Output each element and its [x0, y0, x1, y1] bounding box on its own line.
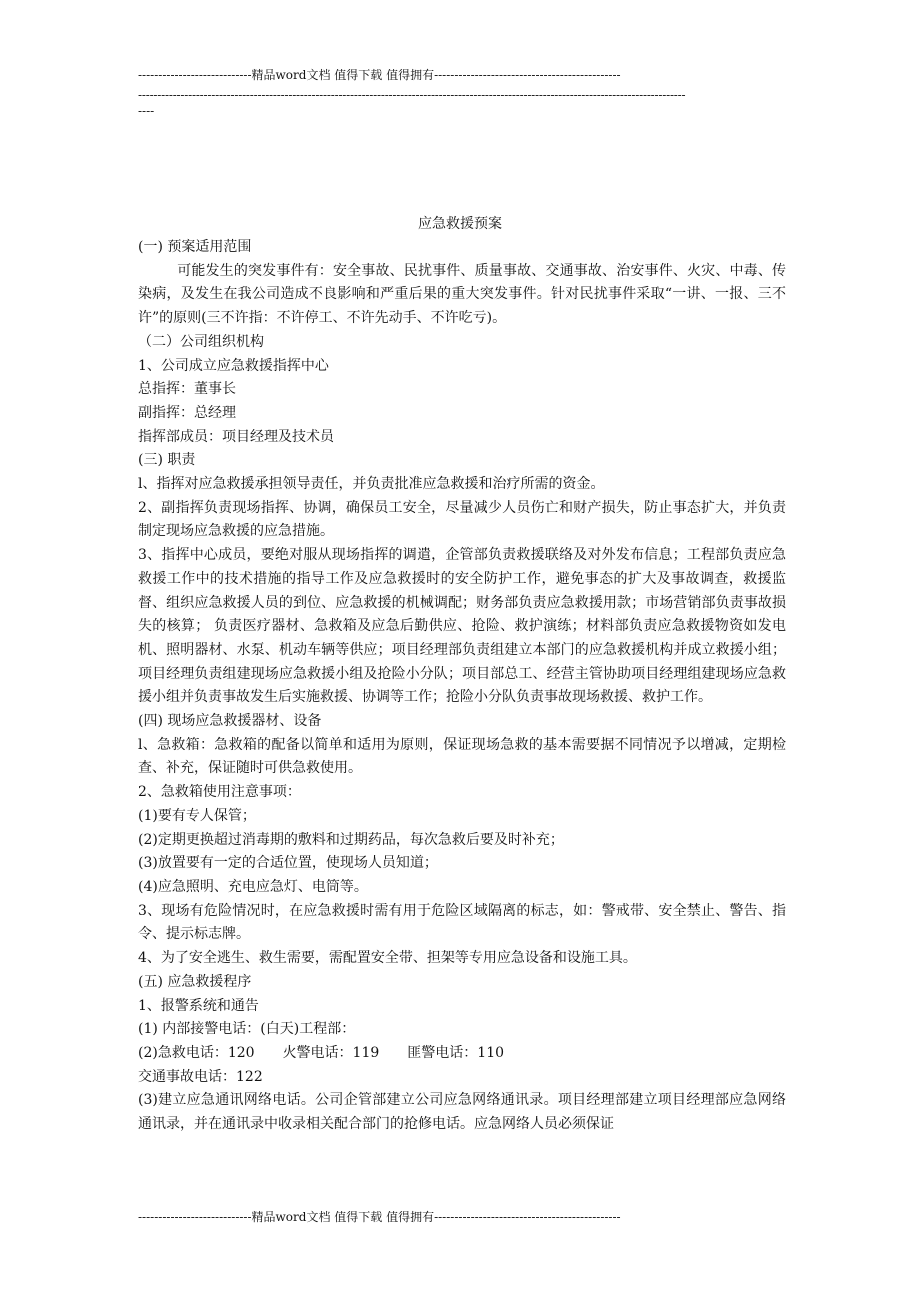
- section-heading-2: （二）公司组织机构: [138, 333, 264, 350]
- list-item: 副指挥：总经理: [138, 404, 236, 421]
- list-item: (3)放置要有一定的合适位置，使现场人员知道；: [138, 855, 438, 872]
- list-item: 1、公司成立应急救援指挥中心: [138, 357, 329, 374]
- section-heading-3: (三) 职责: [138, 452, 196, 469]
- ambulance-phone: (2)急救电话：120: [138, 1044, 255, 1061]
- list-item: 总指挥：董事长: [138, 381, 236, 398]
- section-heading-5: (五) 应急救援程序: [138, 973, 252, 990]
- document-body: [138, 236, 786, 1137]
- list-item: (3)建立应急通讯网络电话。公司企管部建立公司应急网络通讯录。项目经理部建立项目经理部应急网络通讯录，并在通讯录中收录相关配合部门的抢修电话。应急网络人员必须保证: [138, 1092, 786, 1133]
- list-item: 2、急救箱使用注意事项：: [138, 784, 301, 801]
- list-item: 交通事故电话：122: [138, 1068, 263, 1085]
- page-footer-line: ----------------------------精品word文档 值得下载 值得拥有----------------------------------------------: [138, 1210, 621, 1224]
- list-item: (1) 内部接警电话：(白天)工程部：: [138, 1021, 356, 1038]
- section-heading-1: (一) 预案适用范围: [138, 239, 252, 255]
- list-item: 4、为了安全逃生、救生需要，需配置安全带、担架等专用应急设备和设施工具。: [138, 950, 637, 967]
- list-item: 指挥部成员：项目经理及技术员: [138, 428, 334, 445]
- police-phone: 匪警电话：110: [407, 1044, 505, 1061]
- list-item: 1、报警系统和通告: [138, 997, 259, 1014]
- section-heading-4: (四) 现场应急救援器材、设备: [138, 713, 322, 730]
- list-item: 3、现场有危险情况时，在应急救援时需有用于危险区域隔离的标志，如：警戒带、安全禁止、警告、指令、提示标志牌。: [138, 902, 786, 943]
- list-item: (2)定期更换超过消毒期的敷料和过期药品，每次急救后要及时补充；: [138, 831, 564, 848]
- page-header-rule-tail: ----: [138, 104, 155, 118]
- list-item: (1)要有专人保管；: [138, 807, 256, 824]
- page-header-line: ----------------------------精品word文档 值得下载 值得拥有----------------------------------------------: [138, 68, 621, 82]
- list-item: l、急救箱：急救箱的配备以简单和适用为原则，保证现场急救的基本需要据不同情况予以增减，定期检查、补充，保证随时可供急救使用。: [138, 736, 786, 777]
- list-item: l、指挥对应急救援承担领导责任，并负责批准应急救援和治疗所需的资金。: [138, 476, 605, 493]
- paragraph: 可能发生的突发事件有：安全事故、民扰事件、质量事故、交通事故、治安事件、火灾、中毒、传染病，及发生在我公司造成不良影响和严重后果的重大突发事件。针对民扰事件采取“一讲、一报、三不许”的原则(三不许指：不许停工、不许先动手、不许吃亏)。: [138, 262, 786, 327]
- list-item: 3、指挥中心成员，要绝对服从现场指挥的调遣，企管部负责救援联络及对外发布信息；工程部负责应急救援工作中的技术措施的指导工作及应急救援时的安全防护工作，避免事态的扩大及事故调查，救援监督、组织应急救援人员的到位、应急救援的机械调配；财务部负责应急救援用款；市场营销部负责事故损失的核算； 负责医疗器材、急救箱及应急后勤供应、抢险、救护演练；材料部负责应急救援物资如发电机、照明器材、水泵、机动车辆等供应；项目经理部负责组建立本部门的应急救援机构并成立救援小组；项目经理负责组建现场应急救援小组及抢险小分队；项目部总工、经营主管协助项目经理组建现场应急救援小组并负责事故发生后实施救援、协调等工作；抢险小分队负责事故现场救援、救护工作。: [138, 547, 786, 706]
- list-item: (4)应急照明、充电应急灯、电筒等。: [138, 878, 368, 895]
- fire-phone: 火警电话：119: [282, 1044, 380, 1061]
- document-title: 应急救援预案: [418, 216, 502, 232]
- page-header-rule: ----------------------------------------------------------------------------------------------------------------------------------------------: [138, 88, 686, 102]
- phone-numbers-line: [138, 1042, 786, 1066]
- list-item: 2、副指挥负责现场指挥、协调，确保员工安全，尽量减少人员伤亡和财产损失，防止事态扩大，并负责制定现场应急救援的应急措施。: [138, 499, 786, 540]
